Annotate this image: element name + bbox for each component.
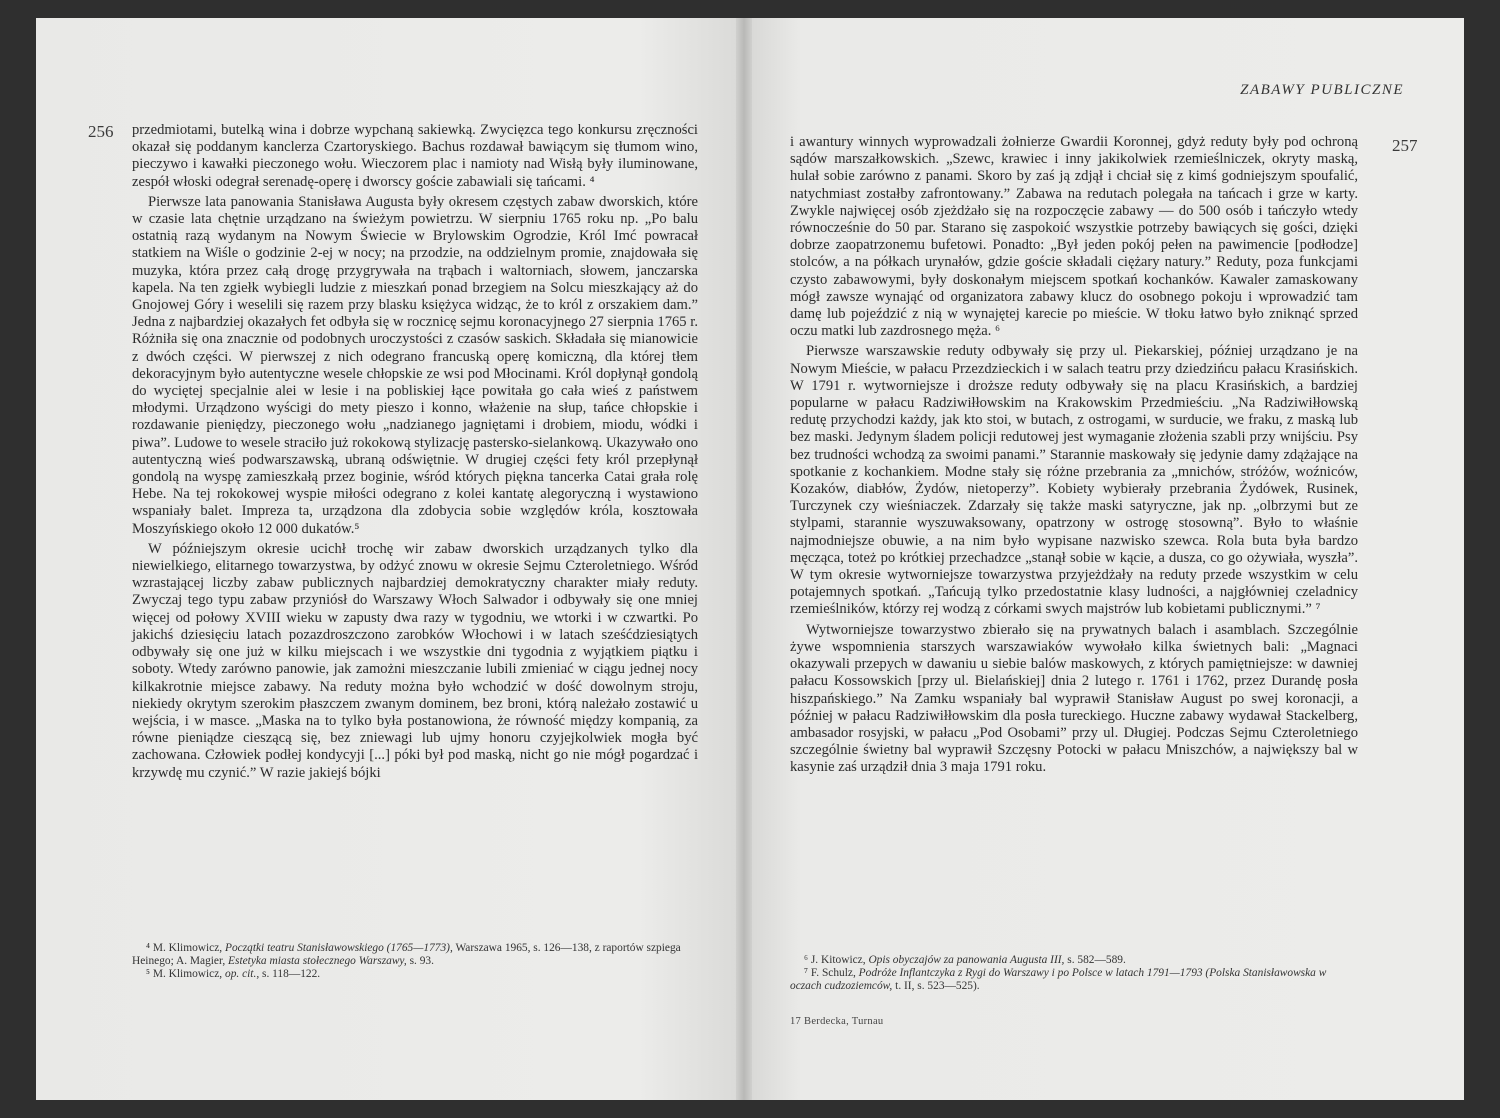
footnote-title: Podróże Inflantczyka z Rygi do Warszawy i po Polsce w latach 1791—1793 (Polska Stanisławowska w oczach cudzoziemców, <box>790 967 1327 992</box>
footnote-title: Estetyka miasta stołecznego Warszawy, <box>228 955 407 967</box>
right-footnotes <box>790 954 1358 993</box>
left-paragraph-3: W późniejszym okresie ucichł trochę wir zabaw dworskich urządzanych tylko dla niewielkiego, elitarnego towarzystwa, by odżyć znowu w okresie Sejmu Czteroletniego. Wśród wzrastającej liczby zabaw publicznych najbardziej demokratyczny charakter miały reduty. Zwyczaj tego typu zabaw przyniósł do Warszawy Włoch Salwador i odbywały się one mniej więcej od połowy XVIII wieku w zapusty dwa razy w tygodniu, we wtorki i w czwartki. Po jakichś dziesięciu latach pozazdroszczono zarobków Włochowi i w latach sześćdziesiątych odbywały się one już w kilku miejscach i we wszystkie dni tygodnia z wyjątkiem piątku i soboty. Wtedy zarówno panowie, jak zamożni mieszczanie lubili zmieniać w ciągu jednej nocy kilkakrotnie miejsce zabawy. Na reduty można było wchodzić w dość dowolnym stroju, niekiedy okrytym szerokim płaszczem zwanym dominem, bez broni, którą należało zostawić u wejścia, i w masce. „Maska na to tylko była postanowiona, że równość między kompanią, za równe pieniądze cieszącą się, bez zniewagi lub ujmy honoru czyjejkolwiek mogła być zachowana. Człowiek podłej kondycyji [...] póki był pod maską, nicht go nie mógł pogardzać i krzywdę mu czynić.” W razie jakiejś bójki <box>132 540 698 781</box>
right-paragraph-2: Pierwsze warszawskie reduty odbywały się przy ul. Piekarskiej, później urządzano je na Nowym Mieście, w pałacu Przezdzieckich i w salach teatru przy dziedzińcu pałacu Krasińskich. W 1791 r. wytworniejsze i droższe reduty odbywały się na placu Krasińskich, a bardziej popularne w pałacu Radziwiłłowskim na Krakowskim Przedmieściu. „Na Radziwiłłowską redutę przychodzi każdy, jak kto stoi, w butach, z ostrogami, w surducie, we fraku, z maską lub bez maski. Jedynym śladem policji redutowej jest wymaganie złożenia szabli przy wnijściu. Psy bez trudności wchodzą za swoimi panami.” Starannie maskowały się jedynie damy zdążające na spotkanie z kochankiem. Modne stały się różne przebrania za „mnichów, stróżów, woźniców, Kozaków, diabłów, Żydów, nietoperzy”. Kobiety wybierały przebrania Żydówek, Rusinek, Turczynek czy wieśniaczek. Zdarzały się także maski satyryczne, jak np. „olbrzymi but ze stylpami, starannie wyszuwaksowany, opatrzony w ostrogę stosowną”. Było to właśnie najmodniejsze obuwie, a na nim było wypisane nazwisko szewca. Rola buta była bardzo męcząca, toteż po krótkiej przechadzce „stanął sobie w kącie, a dusza, co go ożywiała, wyszła”. W tym okresie wytworniejsze towarzystwa przyjeżdżały na reduty przede wszystkim w celu potajemnych spotkań. „Tańcują tylko przedostatnie klasy ludności, a najgłówniej czeladnicy rzemieślników, którzy rej wodzą z córkami swych majstrów lub kobietami publicznymi.” ⁷ <box>790 343 1358 618</box>
footnote-title: Opis obyczajów za panowania Augusta III, <box>868 954 1065 966</box>
footnote-mark: ⁷ <box>804 967 808 979</box>
footnote-6 <box>790 954 1358 967</box>
right-body-text <box>790 134 1358 777</box>
left-footnotes <box>132 942 698 981</box>
footnote-rest: s. 582—589. <box>1067 954 1126 966</box>
footnote-author: M. Klimowicz, <box>152 942 223 954</box>
left-paragraph-1: przedmiotami, butelką wina i dobrze wypchaną sakiewką. Zwycięzca tego konkursu zręczności okazał się poddanym kanclerza Czartoryskiego. Bachus rozdawał bawiącym się tłumom wino, pieczywo i kawałki pieczonego wołu. Wieczorem plac i namioty nad Wisłą były iluminowane, zespół włoski odegrał serenadę-operę i dworscy goście zabawiali się tańcami. ⁴ <box>132 122 698 190</box>
right-paragraph-1: i awantury winnych wyprowadzali żołnierze Gwardii Koronnej, gdyż reduty były pod ochroną sądów marszałkowskich. „Szewc, krawiec i inny jakikolwiek rzemieślniczek, okryty maską, hulał sobie zarówno z panami. Skoro by zaś ją zdjął i chciał się z kimś godniejszym spoufalić, natychmiast zostałby zafrontowany.” Zabawa na redutach polegała na tańcach i grze w karty. Zwykle najwięcej osób zjeżdżało się na rozpoczęcie zabawy — do 500 osób i tańczyło wtedy równocześnie do 50 par. Starano się zaspokoić wszystkie potrzeby bawiących się gości, dzięki dobrze zaopatrzonemu bufetowi. Ponadto: „Był jeden pokój pełen na pawimencie [podłodze] stolców, a na półkach urynałów, gdzie goście składali ciężary natury.” Reduty, poza funkcjami czysto zabawowymi, były doskonałym miejscem spotkań kochanków. Kawaler zamaskowany mógł zawsze wynająć od organizatora zabawy klucz do osobnego pokoju i wprowadzić tam damę lub pojeździć z nią w wynajętej karecie po mieście. W tłoku łatwo było zniknąć sprzed oczu matki lub zazdrosnego męża. ⁶ <box>790 134 1358 340</box>
footnote-title: op. cit., <box>225 968 260 980</box>
footnote-mark: ⁶ <box>804 954 808 966</box>
printer-signature: 17 Berdecka, Turnau <box>790 1016 884 1027</box>
left-page-number: 256 <box>88 122 114 141</box>
left-paragraph-2: Pierwsze lata panowania Stanisława Augusta były okresem częstych zabaw dworskich, które w czasie lata chętnie urządzano na świeżym powietrzu. W sierpniu 1765 roku np. „Po balu ostatnią razą wydanym na Nowym Świecie w Brylowskim Ogrodzie, Król Imć powracał statkiem na Wiśle o godzinie 2-ej w nocy; na przodzie, na oddzielnym promie, znajdowała się muzyka, która przez całą drogę przygrywała na trąbach i waltorniach, słowem, janczarska kapela. Na ten zgiełk wybiegli ludzie z mieszkań ponad brzegiem na Solcu mieszkający aż do Gnojowej Góry i weselili się razem przy blasku księżyca widząc, że to król z orszakiem dam.” Jedna z najbardziej okazałych fet odbyła się w rocznicę sejmu koronacyjnego 27 sierpnia 1765 r. Różniła się ona znacznie od podobnych uroczystości z czasów saskich. Składała się mianowicie z dwóch części. W pierwszej z nich odegrano francuską operę komiczną, dla której tłem dekoracyjnym było autentyczne wesele chłopskie ze wsi pod Młocinami. Król dopłynął gondolą do wyciętej specjalnie alei w lesie i na pobliskiej łące powitała go cała wieś z państwem młodymi. Urządzono wyścigi do mety pieszo i konno, włażenie na słup, tańce chłopskie i rozdawanie pieniędzy, pieczonego wołu „nadzianego jagniętami i drobiem, miodu, wódki i piwa”. Ludowe to wesele straciło już rokokową stylizację pastersko-sielankową. Ukazywało ono autentyczną wieś podwarszawską, ubraną odświętnie. W drugiej części fety król przepłynął gondolą na wyspę zamieszkałą przez boginie, wśród których piękna tancerka Catai grała rolę Hebe. Na tej rokokowej wyspie miłości odegrano z kolei kantatę alegoryczną i wystawiono wspaniały balet. Impreza ta, urządzona dla zdobycia sobie względów króla, kosztowała Moszyńskiego około 12 000 dukatów.⁵ <box>132 193 698 537</box>
footnote-4 <box>132 942 698 968</box>
footnote-title: Początki teatru Stanisławowskiego (1765—1773), <box>225 942 453 954</box>
right-page-number: 257 <box>1392 136 1418 155</box>
footnote-7 <box>790 967 1358 993</box>
footnote-author: F. Schulz, <box>810 967 856 979</box>
footnote-rest: s. 118—122. <box>262 968 321 980</box>
footnote-rest: s. 93. <box>409 955 434 967</box>
right-paragraph-3: Wytworniejsze towarzystwo zbierało się na prywatnych balach i asamblach. Szczególnie żywe wspomnienia starszych warszawiaków wywołało kilka świetnych bali: „Magnaci okazywali przepych w dawaniu u siebie balów maskowych, z których pamiętniejsze: w dawniej pałacu Kossowskich [przy ul. Bielańskiej] dnia 2 lutego r. 1761 i 1762, przez Durandę posła hiszpańskiego.” Na Zamku wspaniały bal wyprawił Stanisław August po swej koronacji, a później w pałacu Radziwiłłowskim dla posła tureckiego. Huczne zabawy wydawał Stackelberg, ambasador rosyjski, w pałacu „Pod Osobami” przy ul. Długiej. Podczas Sejmu Czteroletniego szczególnie świetny bal wyprawił Szczęsny Potocki w pałacu Mniszchów, a największy bal w kasynie zaś urządził dnia 3 maja 1791 roku. <box>790 621 1358 776</box>
running-head: ZABAWY PUBLICZNE <box>1240 82 1404 98</box>
book-gutter <box>736 18 752 1100</box>
footnote-rest: Warszawa 1965, s. 126—138, z raportów szpiega Heinego; A. Magier, <box>132 942 681 967</box>
left-body-text <box>132 122 698 782</box>
footnote-mark: ⁵ <box>146 968 150 980</box>
footnote-rest: t. II, s. 523—525). <box>895 980 980 992</box>
footnote-author: J. Kitowicz, <box>810 954 866 966</box>
footnote-mark: ⁴ <box>146 942 150 954</box>
footnote-5 <box>132 968 698 981</box>
footnote-author: M. Klimowicz, <box>152 968 223 980</box>
